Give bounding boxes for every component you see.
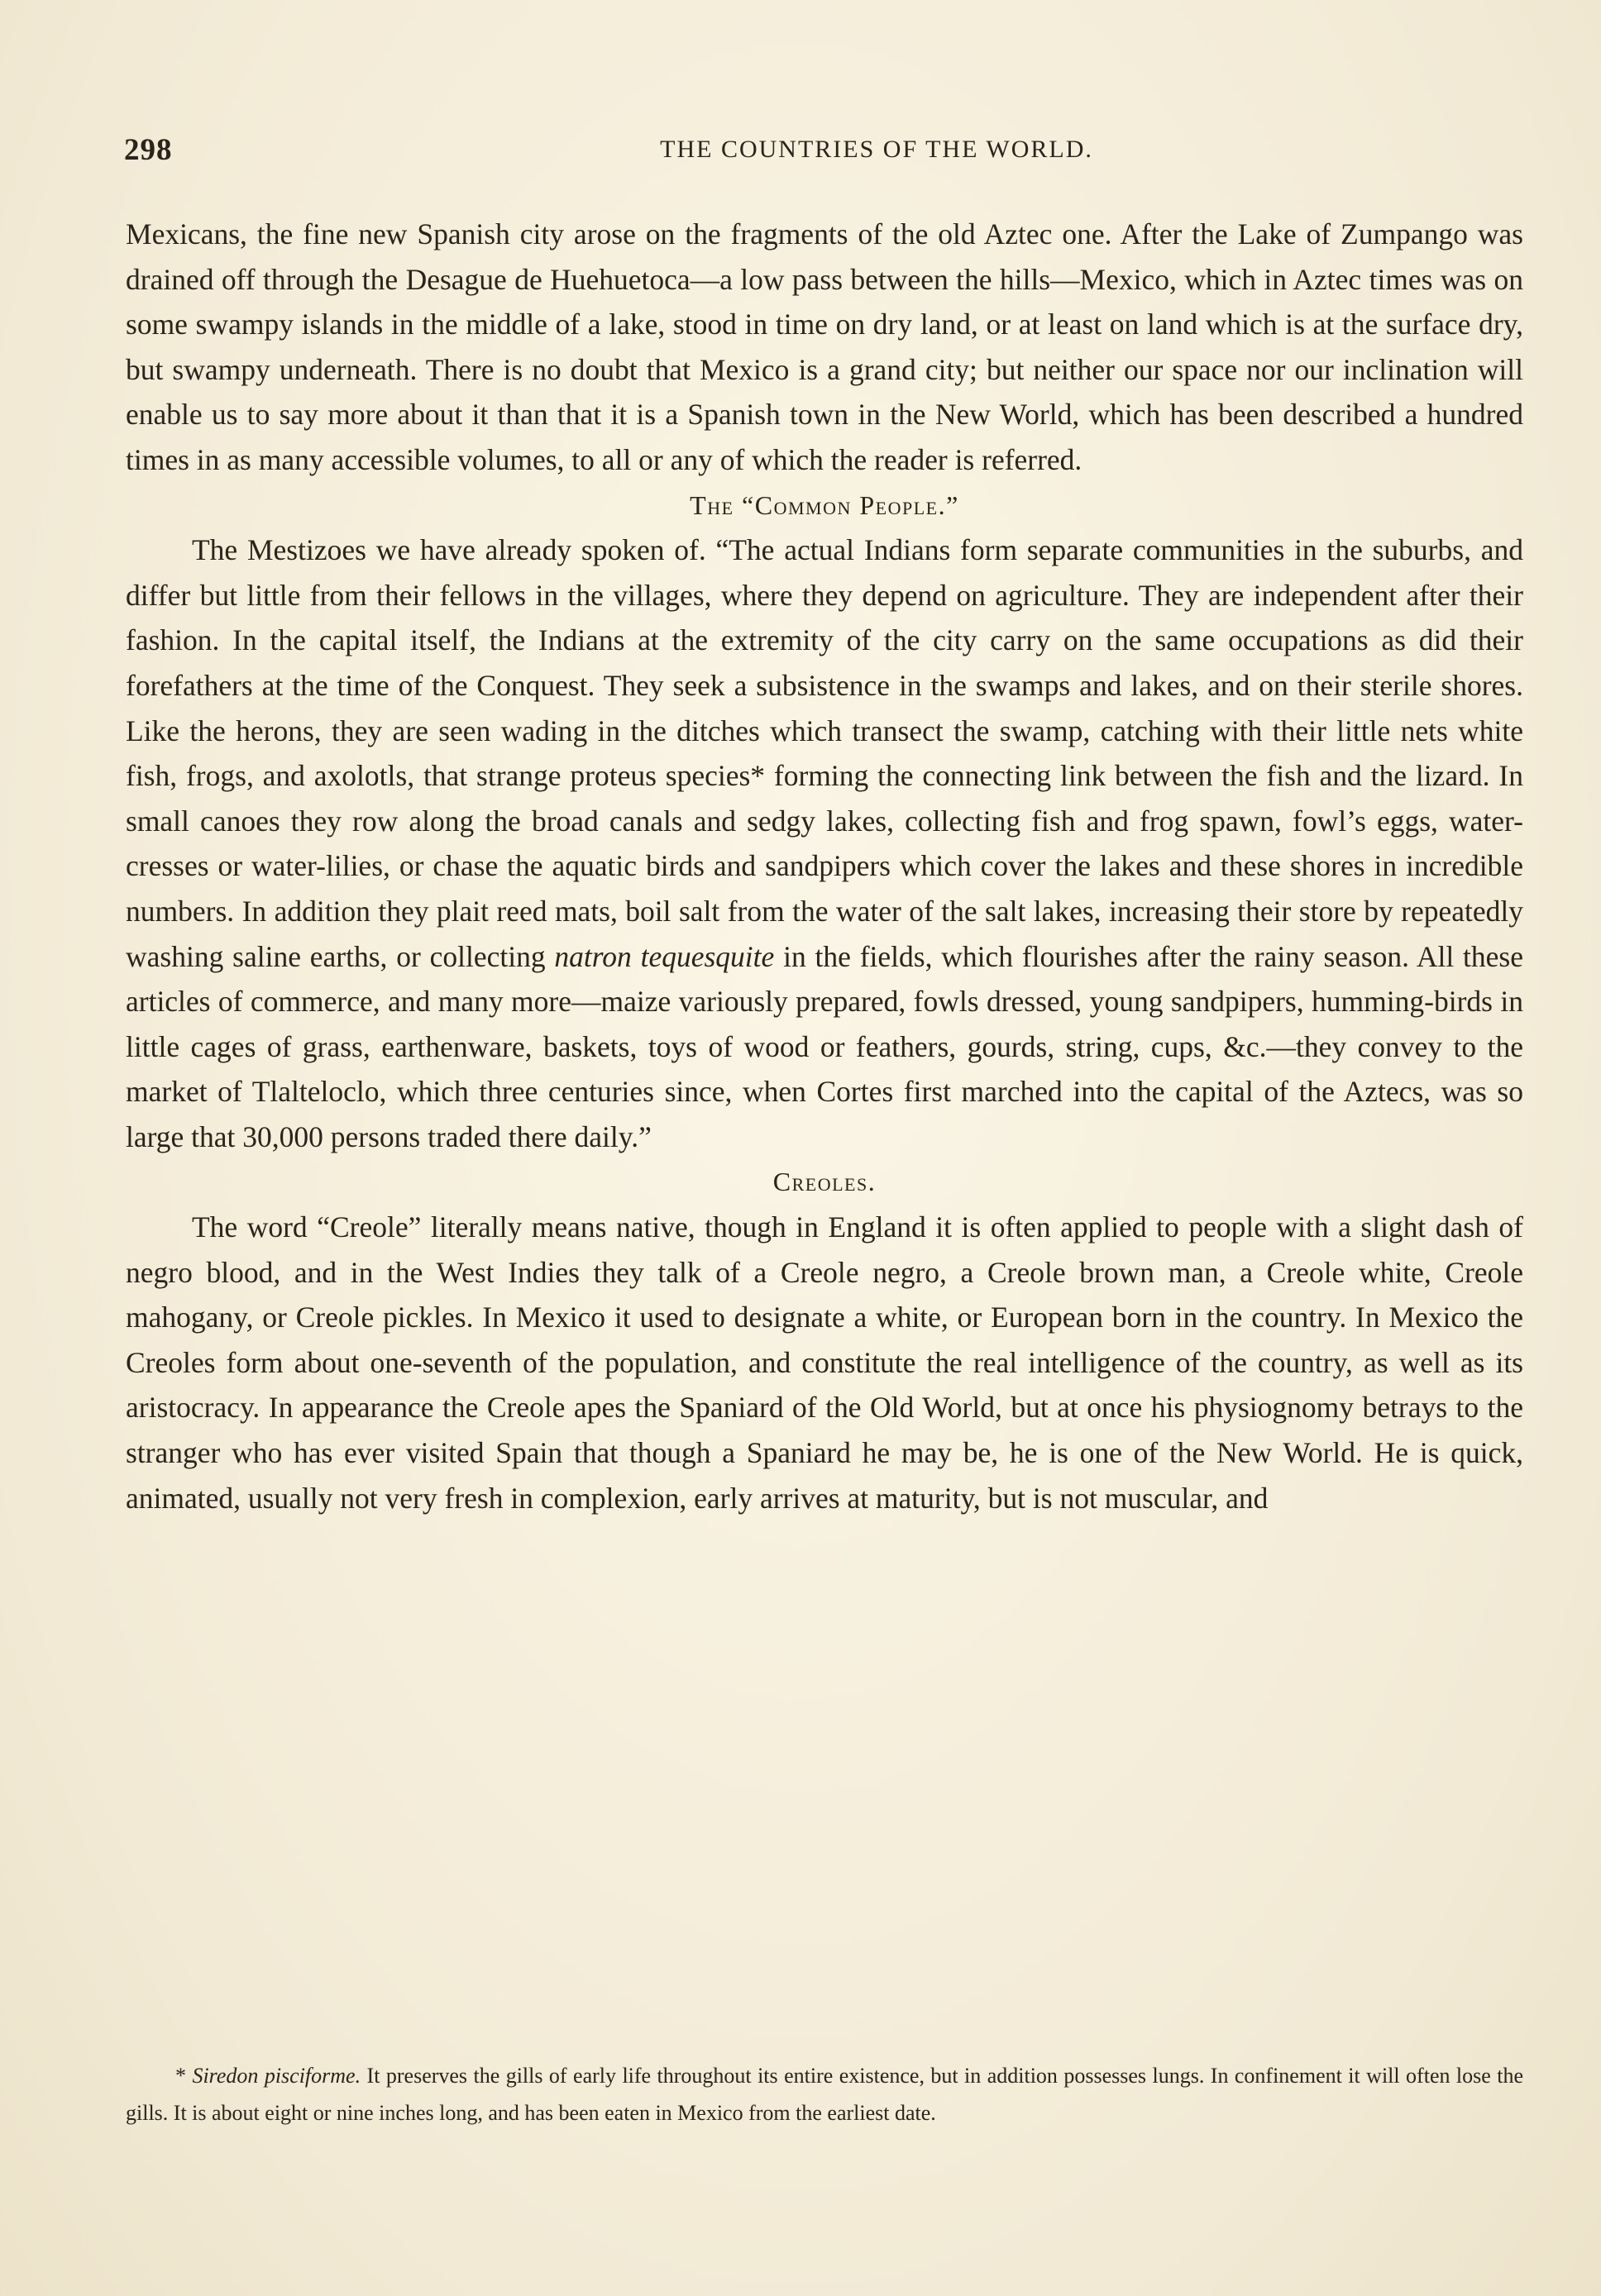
footnote-species: Siredon pisciforme. <box>192 2064 361 2088</box>
footnote <box>126 2057 1523 2131</box>
paragraph-continuation: Mexicans, the fine new Spanish city arose on the fragments of the old Aztec one. After the Lake of Zumpango was drained off through the Desague de Huehuetoca—a low pass between the hills—Mexico, which in Aztec times was on some swampy islands in the middle of a lake, stood in time on dry land, or at least on land which is at the surface dry, but swampy underneath. There is no doubt that Mexico is a grand city; but neither our space nor our inclination will enable us to say more about it than that it is a Spanish town in the New World, which has been described a hundred times in as many accessible volumes, to all or any of which the reader is referred. <box>126 217 1523 476</box>
running-head <box>124 132 1530 165</box>
paragraph-common-people <box>126 527 1523 1159</box>
paragraph-creoles: The word “Creole” literally means native, though in England it is often applied to people with a slight dash of negro blood, and in the West Indies they talk of a Creole negro, a Creole brown man, a Creole white, Creole mahogany, or Creole pickles. In Mexico it used to designate a white, or European born in the country. In Mexico the Creoles form about one-seventh of the population, and constitute the real intelligence of the country, as well as its aristocracy. In appearance the Creole apes the Spaniard of the Old World, but at once his physiognomy betrays to the stranger who has ever visited Spain that though a Spaniard he may be, he is one of the New World. He is quick, animated, usually not very fresh in complexion, early arrives at maturity, but is not muscular, and <box>126 1210 1523 1515</box>
footnote-text: It preserves the gills of early life throughout its entire existence, but in addition possesses lungs. In confinement it will often lose the gills. It is about eight or nine inches long, and has been eaten in Mexico from the earliest date. <box>126 2064 1524 2125</box>
body-text <box>126 212 1523 1520</box>
paragraph-text: in the fields, which flourishes after the rainy season. All these articles of commerce, and many more—maize variously prepared, fowls dressed, young sandpipers, humming-birds in little cages of grass, earthenware, baskets, toys of wood or feathers, gourds, string, cups, &c.—they convey to the market of Tlalteloclo, which three centuries since, when Cortes first marched into the capital of the Aztecs, was so large that 30,000 persons traded there daily.” <box>126 939 1524 1153</box>
footnote-marker: * <box>175 2064 186 2088</box>
running-title: THE COUNTRIES OF THE WORLD. <box>660 136 1093 163</box>
italic-term: natron tequesquite <box>554 939 775 973</box>
section-heading-creoles: Creoles. <box>772 1167 877 1197</box>
page-number: 298 <box>124 133 173 167</box>
paragraph-text: The Mestizoes we have already spoken of. “The actual Indians form separate communities in the suburbs, and differ but little from their fellows in the villages, where they depend on agriculture. They are independent after their fashion. In the capital itself, the Indians at the extremity of the city carry on the same occupations as did their forefathers at the time of the Conquest. They seek a subsistence in the swamps and lakes, and on their sterile shores. Like the herons, they are seen wading in the ditches which transect the swamp, catching with their little nets white fish, frogs, and axolotls, that strange proteus species* forming the connecting link between the fish and the lizard. In small canoes they row along the broad canals and sedgy lakes, collecting fish and frog spawn, fowl’s eggs, water-cresses or water-lilies, or chase the aquatic birds and sandpipers which cover the lakes and these shores in incredible numbers. In addition they plait reed mats, boil salt from the water of the salt lakes, increasing their store by repeatedly washing saline earths, or collecting <box>126 533 1523 973</box>
section-heading-common-people: The “Common People.” <box>690 489 959 520</box>
